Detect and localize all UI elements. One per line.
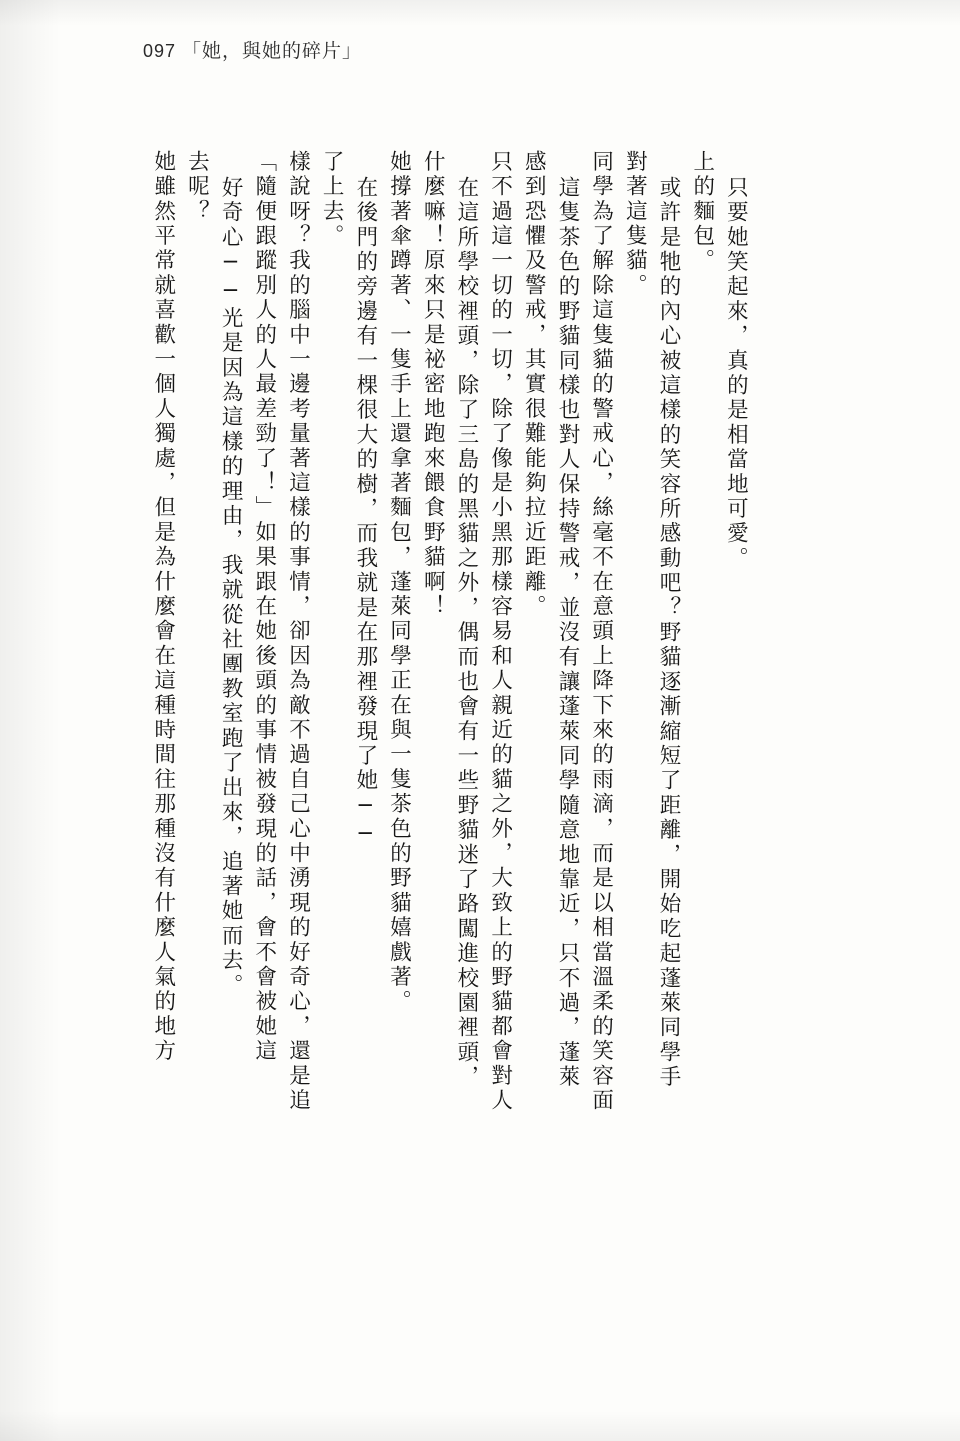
scan-edge-shadow-top: [0, 0, 960, 26]
text-column: 只要她笑起來，真的是相當地可愛。: [723, 176, 749, 572]
text-column: 樣說呀？我的腦中一邊考量著這樣的事情，卻因為敵不過自己心中湧現的好奇心，還是追: [285, 150, 311, 1114]
scan-edge-shadow-bottom: [0, 1411, 960, 1441]
text-column: 她雖然平常就喜歡一個人獨處，但是為什麼會在這種時間往那種沒有什麼人氣的地方: [150, 150, 176, 1064]
text-column: 只不過這一切的一切，除了像是小黑那樣容易和人親近的貓之外，大致上的野貓都會對人: [487, 150, 513, 1114]
scan-edge-shadow-left: [0, 0, 60, 1441]
body-text-area: [140, 150, 840, 1320]
text-column: 好奇心──光是因為這樣的理由，我就從社團教室跑了出來，追著她而去。: [218, 176, 244, 999]
text-column: 感到恐懼及警戒，其實很難能夠拉近距離。: [521, 150, 547, 620]
text-column: 或許是牠的內心被這樣的笑容所感動吧？野貓逐漸縮短了距離，開始吃起蓬萊同學手: [656, 176, 681, 1090]
text-column: 上的麵包。: [689, 150, 715, 274]
text-column: 在這所學校裡頭，除了三島的黑貓之外，偶而也會有一些野貓迷了路闖進校園裡頭，: [453, 176, 479, 1090]
text-column: 同學為了解除這隻貓的警戒心，絲毫不在意頭上降下來的雨滴，而是以相當溫柔的笑容面: [588, 150, 614, 1114]
page-folio: 097: [143, 41, 177, 61]
text-column: 什麼嘛！原來只是祕密地跑來餵食野貓啊！: [420, 150, 446, 620]
text-column: 對著這隻貓。: [622, 150, 648, 299]
running-title: 「她，與她的碎片」: [182, 40, 363, 62]
text-column: 了上去。: [319, 150, 345, 249]
text-column: 去呢？: [184, 150, 210, 225]
text-column: 這隻茶色的野貓同樣也對人保持警戒，並沒有讓蓬萊同學隨意地靠近，只不過，蓬萊: [554, 176, 580, 1090]
text-column: 她撐著傘蹲著、一隻手上還拿著麵包，蓬萊同學正在與一隻茶色的野貓嬉戲著。: [386, 150, 412, 1015]
page-header: [143, 36, 362, 63]
text-column: 「隨便跟蹤別人的人最差勁了！」如果跟在她後頭的事情被發現的話，會不會被她這: [251, 150, 277, 1064]
text-column: 在後門的旁邊有一棵很大的樹，而我就是在那裡發現了她──: [352, 176, 378, 850]
